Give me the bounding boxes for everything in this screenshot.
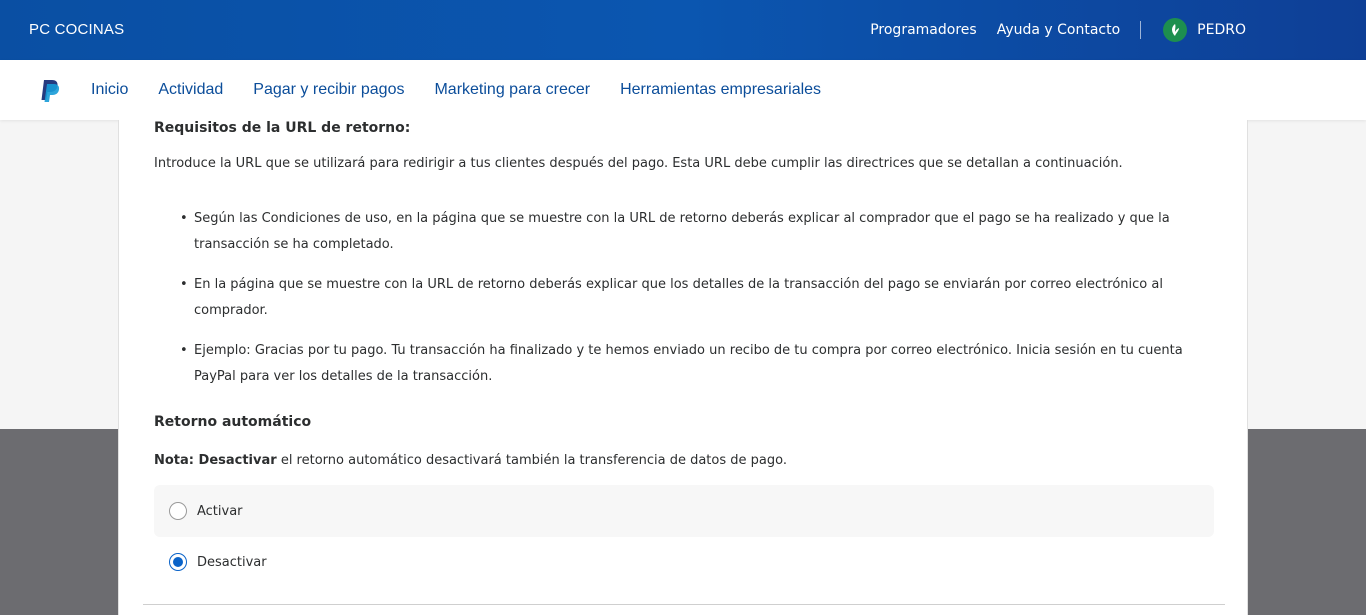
top-header xyxy=(0,0,1366,60)
nav-item-pagar-recibir[interactable]: Pagar y recibir pagos xyxy=(253,81,405,98)
list-item: • Ejemplo: Gracias por tu pago. Tu transacción ha finalizado y te hemos enviado un recibo de tu compra por correo electrónico. Inicia sesión en tu cuenta PayPal para ver los detalles de la transacción. xyxy=(179,338,1219,390)
requirements-list xyxy=(179,206,1219,404)
note-text: el retorno automático desactivará también la transferencia de datos de pago. xyxy=(276,453,787,468)
header-divider xyxy=(1140,21,1141,39)
nav-item-marketing[interactable]: Marketing para crecer xyxy=(434,81,591,98)
note-bold: Nota: Desactivar xyxy=(154,453,277,468)
settings-panel xyxy=(118,120,1248,615)
radio-activar[interactable] xyxy=(169,502,187,520)
list-item: • Según las Condiciones de uso, en la página que se muestre con la URL de retorno deberás explicar al comprador que el pago se ha realizado y que la transacción se ha completado. xyxy=(179,206,1219,258)
nav-item-herramientas[interactable]: Herramientas empresariales xyxy=(620,81,822,98)
option-label: Desactivar xyxy=(197,554,267,570)
auto-return-heading: Retorno automático xyxy=(154,414,312,430)
auto-return-note xyxy=(154,453,787,468)
nav-item-actividad[interactable]: Actividad xyxy=(158,81,224,98)
user-name: PEDRO xyxy=(1197,22,1246,38)
section-divider xyxy=(143,604,1225,605)
option-desactivar[interactable] xyxy=(154,536,1214,588)
radio-desactivar[interactable] xyxy=(169,553,187,571)
developers-link[interactable]: Programadores xyxy=(870,22,977,38)
list-item: • En la página que se muestre con la URL de retorno deberás explicar que los detalles de la transacción del pago se enviarán por correo electrónico al comprador. xyxy=(179,272,1219,324)
return-url-intro: Introduce la URL que se utilizará para redirigir a tus clientes después del pago. Esta URL debe cumplir las directrices que se detallan a continuación. xyxy=(154,156,1123,171)
user-menu[interactable] xyxy=(1163,18,1246,42)
top-links xyxy=(850,0,1246,60)
help-contact-link[interactable]: Ayuda y Contacto xyxy=(996,22,1121,38)
user-avatar-icon xyxy=(1163,18,1187,42)
option-label: Activar xyxy=(197,503,243,519)
option-activar[interactable] xyxy=(154,485,1214,537)
paypal-logo-icon[interactable] xyxy=(38,79,60,103)
nav-item-inicio[interactable]: Inicio xyxy=(91,81,129,98)
main-nav xyxy=(0,60,1366,120)
nav-items xyxy=(91,60,851,120)
return-url-heading: Requisitos de la URL de retorno: xyxy=(154,120,411,136)
business-name: PC COCINAS xyxy=(29,21,125,38)
